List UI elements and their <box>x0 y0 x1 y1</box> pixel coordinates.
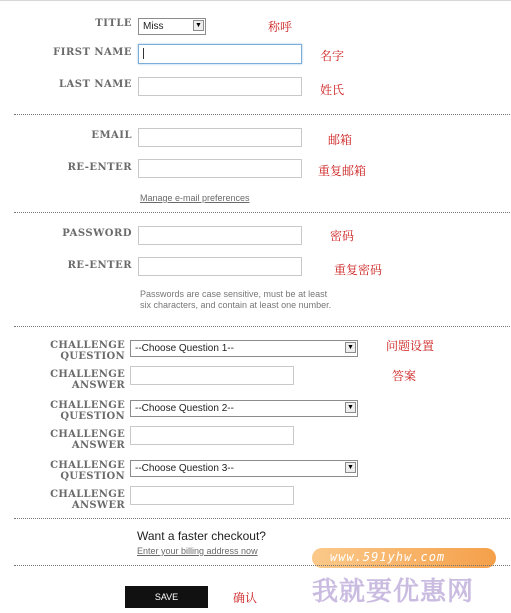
password-help-line: six characters, and contain at least one number. <box>140 300 332 310</box>
email-reenter-label: RE-ENTER <box>67 162 132 173</box>
challenge-question-1-select[interactable] <box>130 340 358 357</box>
watermark-url: www.591yhw.com <box>330 550 446 564</box>
label-line: QUESTION <box>60 471 125 482</box>
top-border <box>0 0 511 1</box>
title-select[interactable] <box>138 18 206 35</box>
section-divider <box>14 212 510 213</box>
password-input[interactable] <box>138 226 302 245</box>
password-reenter-label: RE-ENTER <box>67 260 132 271</box>
password-annotation: 密码 <box>330 229 355 243</box>
challenge-question-annotation: 问题设置 <box>386 339 435 353</box>
label-line: CHALLENGE <box>50 340 125 351</box>
challenge-question-3-select[interactable] <box>130 460 358 477</box>
challenge-answer-1-label <box>9 369 125 391</box>
manage-email-preferences-link[interactable]: Manage e-mail preferences <box>140 193 250 203</box>
label-line: CHALLENGE <box>50 429 125 440</box>
password-reenter-input[interactable] <box>138 257 302 276</box>
challenge-question-1-value: --Choose Question 1-- <box>135 343 234 354</box>
section-divider <box>14 565 510 566</box>
challenge-answer-3-input[interactable] <box>130 486 294 505</box>
title-select-value: Miss <box>143 21 164 32</box>
label-line: CHALLENGE <box>50 489 125 500</box>
text-caret <box>143 48 144 59</box>
label-line: ANSWER <box>71 380 125 391</box>
email-reenter-annotation: 重复邮箱 <box>318 164 367 178</box>
challenge-question-3-value: --Choose Question 3-- <box>135 463 234 474</box>
title-annotation: 称呼 <box>268 20 293 34</box>
email-label: EMAIL <box>91 130 132 141</box>
chevron-down-icon[interactable]: ▼ <box>345 342 356 353</box>
challenge-question-2-value: --Choose Question 2-- <box>135 403 234 414</box>
password-label: PASSWORD <box>62 228 132 239</box>
email-input[interactable] <box>138 128 302 147</box>
section-divider <box>14 114 510 115</box>
last-name-label: LAST NAME <box>58 79 132 90</box>
save-annotation: 确认 <box>233 591 258 605</box>
challenge-answer-annotation: 答案 <box>392 369 417 383</box>
password-reenter-annotation: 重复密码 <box>334 263 383 277</box>
challenge-answer-2-input[interactable] <box>130 426 294 445</box>
email-annotation: 邮箱 <box>328 133 353 147</box>
first-name-annotation: 名字 <box>320 49 345 63</box>
challenge-answer-2-label <box>9 429 125 451</box>
password-help-text <box>140 289 331 311</box>
challenge-answer-1-input[interactable] <box>130 366 294 385</box>
chevron-down-icon[interactable]: ▼ <box>193 20 204 31</box>
watermark-brand: 我就要优惠网 <box>312 577 475 607</box>
label-line: ANSWER <box>71 440 125 451</box>
challenge-question-1-label <box>9 340 125 362</box>
last-name-input[interactable] <box>138 77 302 96</box>
title-label: TITLE <box>95 18 132 29</box>
challenge-question-2-label <box>9 400 125 422</box>
password-help-line: Passwords are case sensitive, must be at least <box>140 289 328 299</box>
section-divider <box>14 326 510 327</box>
section-divider <box>14 518 510 519</box>
label-line: CHALLENGE <box>50 369 125 380</box>
chevron-down-icon[interactable]: ▼ <box>345 462 356 473</box>
challenge-question-3-label <box>9 460 125 482</box>
label-line: ANSWER <box>71 500 125 511</box>
first-name-input[interactable] <box>138 44 302 64</box>
chevron-down-icon[interactable]: ▼ <box>345 402 356 413</box>
enter-billing-address-link[interactable]: Enter your billing address now <box>137 546 258 556</box>
email-reenter-input[interactable] <box>138 159 302 178</box>
save-button[interactable]: SAVE <box>125 586 208 608</box>
first-name-label: FIRST NAME <box>53 47 132 58</box>
challenge-question-2-select[interactable] <box>130 400 358 417</box>
label-line: QUESTION <box>60 411 125 422</box>
faster-checkout-heading: Want a faster checkout? <box>137 529 266 543</box>
last-name-annotation: 姓氏 <box>320 83 345 97</box>
label-line: CHALLENGE <box>50 400 125 411</box>
challenge-answer-3-label <box>9 489 125 511</box>
label-line: QUESTION <box>60 351 125 362</box>
label-line: CHALLENGE <box>50 460 125 471</box>
